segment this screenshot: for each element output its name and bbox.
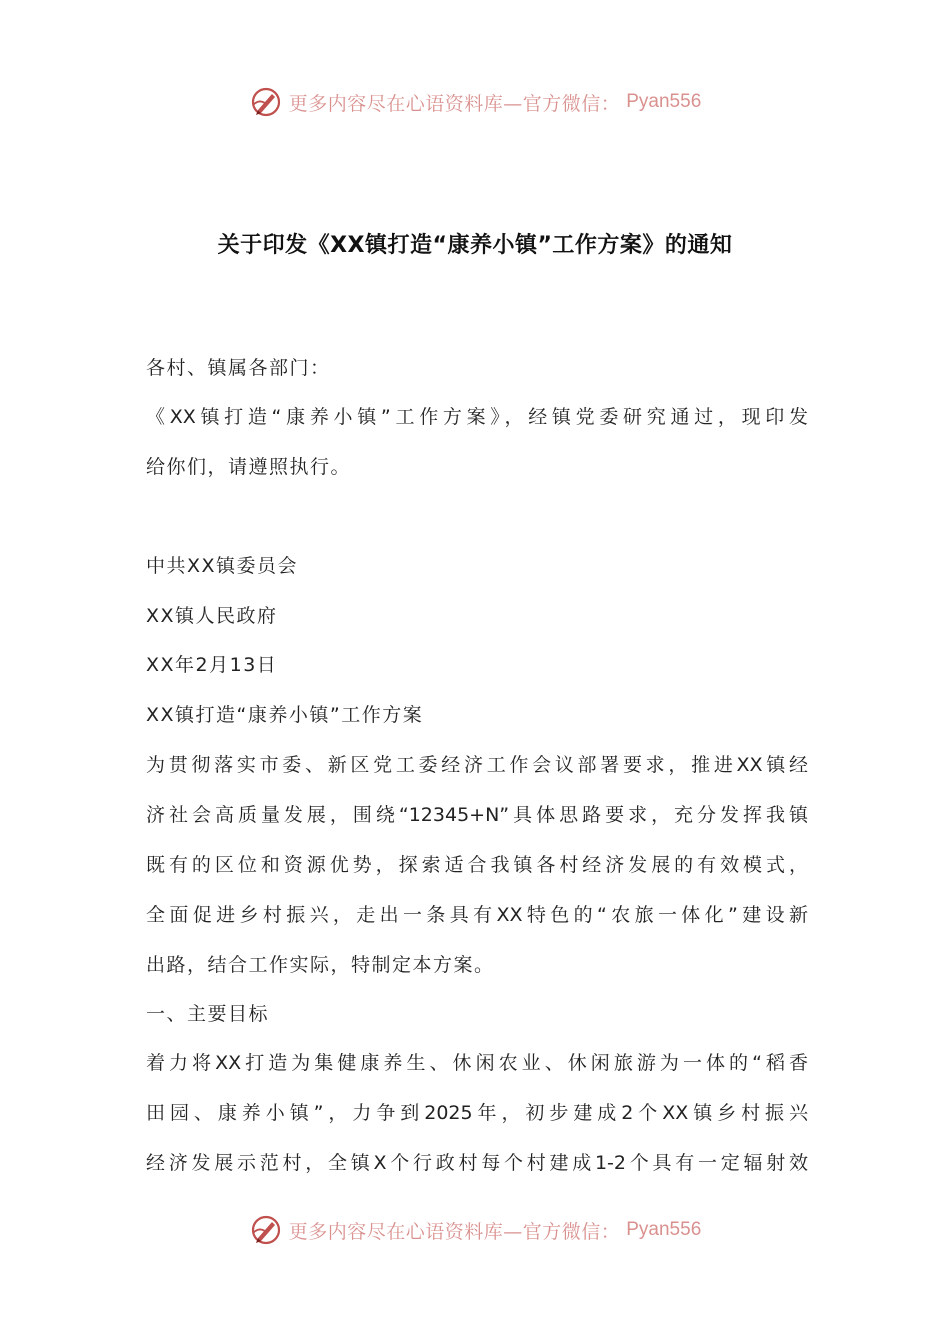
salutation: 各村、镇属各部门：: [146, 357, 331, 379]
section-line: 经济发展示范村，全镇X个行政村每个村建成1-2个具有一定辐射效: [146, 1152, 808, 1174]
pen-circle-logo-icon: [249, 1213, 283, 1247]
watermark-wechat-id: Pyan556: [626, 91, 702, 112]
notice-line: 给你们，请遵照执行。: [146, 456, 352, 478]
header-watermark: [0, 82, 950, 122]
issuer-government: XX镇人民政府: [146, 605, 278, 627]
notice-line: 《XX镇打造“康养小镇”工作方案》，经镇党委研究通过，现印发: [146, 406, 808, 428]
section-line: 田园、康养小镇”，力争到2025年，初步建成2个XX镇乡村振兴: [146, 1102, 808, 1124]
issuer-party-committee: 中共XX镇委员会: [146, 555, 299, 577]
watermark-text: 更多内容尽在心语资料库—官方微信：: [288, 92, 621, 115]
intro-line: 全面促进乡村振兴，走出一条具有XX特色的“农旅一体化”建设新: [146, 904, 808, 926]
intro-line: 为贯彻落实市委、新区党工委经济工作会议部署要求，推进XX镇经: [146, 754, 808, 776]
intro-line: 出路，结合工作实际，特制定本方案。: [146, 954, 495, 976]
intro-line: 济社会高质量发展，围绕“12345+N”具体思路要求，充分发挥我镇: [146, 804, 808, 826]
section-heading: 一、主要目标: [146, 1003, 270, 1025]
intro-line: 既有的区位和资源优势，探索适合我镇各村经济发展的有效模式，: [146, 854, 808, 876]
footer-watermark: [0, 1210, 950, 1250]
watermark-wechat-id: Pyan556: [626, 1219, 702, 1240]
document-title: 关于印发《XX镇打造“康养小镇”工作方案》的通知: [217, 233, 733, 258]
section-line: 着力将XX打造为集健康养生、休闲农业、休闲旅游为一体的“稻香: [146, 1052, 808, 1074]
watermark-text: 更多内容尽在心语资料库—官方微信：: [288, 1220, 621, 1243]
issue-date: XX年2月13日: [146, 654, 278, 676]
pen-circle-logo-icon: [249, 85, 283, 119]
plan-title: XX镇打造“康养小镇”工作方案: [146, 704, 424, 726]
